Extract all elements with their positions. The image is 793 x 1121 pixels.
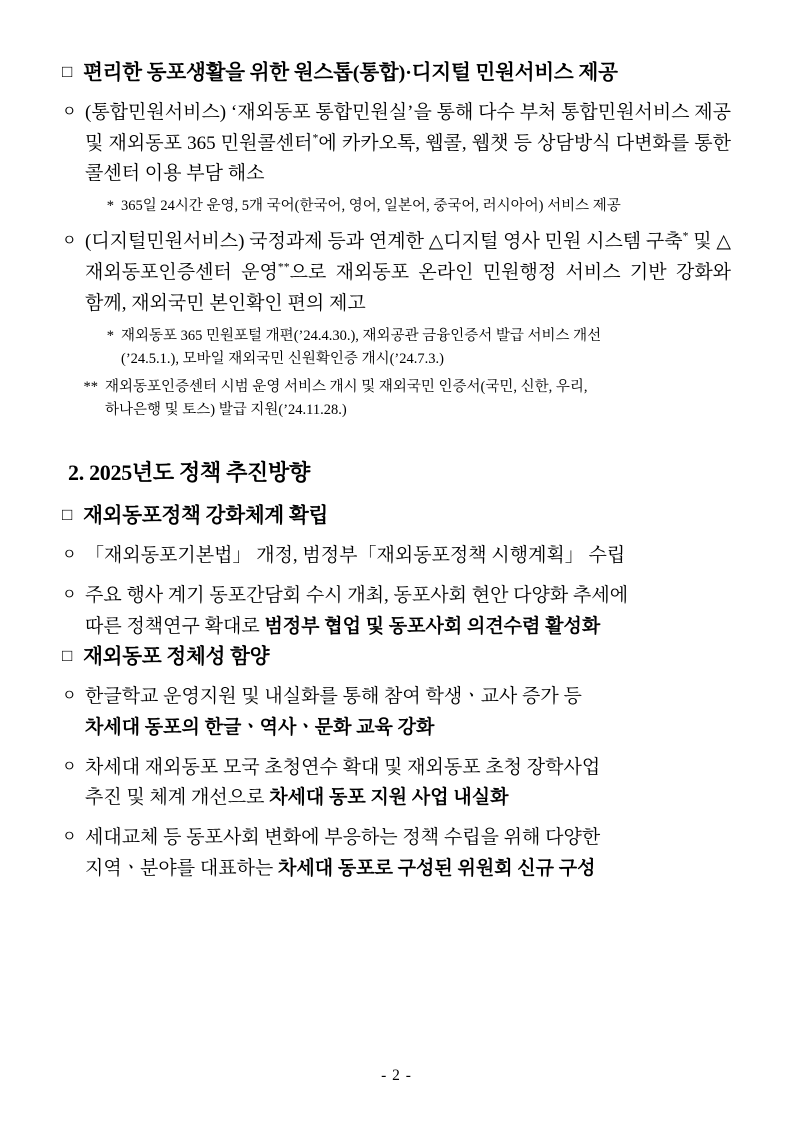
circle-marker-icon: ㅇ [62, 233, 77, 250]
heading-identity-cultivation-text: 재외동포 정체성 함양 [83, 646, 270, 669]
line-2-emphasis: 범정부 협업 및 동포사회 의견수렴 활성화 [264, 615, 601, 637]
note-callcenter-hours-text: 365일 24시간 운영, 5개 국어(한국어, 영어, 일본어, 중국어, 러시아어) 서비스 제공 [121, 198, 621, 215]
bullet-policy-research [62, 581, 731, 643]
bullet-policy-research-body [85, 581, 731, 643]
bullet-basic-law-amendment-body [85, 541, 731, 572]
line-2-emphasis: 차세대 동포 지원 사업 내실화 [269, 787, 509, 809]
square-marker-icon: □ [62, 62, 73, 81]
line-1: (통합민원서비스) ‘재외동포 통합민원실’을 통해 다수 부처 [85, 101, 557, 123]
note-marker-asterisk: * [106, 327, 114, 344]
bullet-korean-school [62, 682, 731, 744]
note-certification-center-text [105, 376, 731, 422]
footnote-mark-asterisk: * [682, 229, 689, 243]
circle-marker-icon: ㅇ [62, 758, 77, 775]
bullet-new-committee-body [85, 823, 731, 885]
square-marker-icon: □ [62, 646, 73, 666]
bullet-new-committee [62, 823, 731, 885]
line-2: 따른 정책연구 확대로 [85, 615, 265, 637]
circle-marker-icon: ㅇ [62, 829, 77, 846]
line-2a: 시스템 구축 [586, 231, 683, 253]
note-marker-double-asterisk: ** [83, 378, 98, 395]
heading-one-stop-service [62, 58, 731, 89]
line-2: 추진 및 체계 개선으로 [85, 787, 270, 809]
heading-identity-cultivation [62, 642, 731, 673]
note-portal-renewal [62, 325, 731, 371]
bullet-basic-law-amendment [62, 541, 731, 572]
line-1: 한글학교 운영지원 및 내실화를 통해 참여 학생ㆍ교사 증가 등 [85, 686, 582, 708]
line-1: 주요 행사 계기 동포간담회 수시 개최, 동포사회 현안 다양화 추세에 [85, 584, 629, 606]
line-2-emphasis: 차세대 동포의 한글ㆍ역사ㆍ문화 교육 강화 [85, 716, 435, 738]
line-1: 재외동포인증센터 시범 운영 서비스 개시 및 재외국민 인증서(국민, 신한, 우리, [105, 378, 588, 395]
line-2b: 및 △재외동포인증센터 운영 [85, 231, 731, 283]
line-3: 웹콜, 웹챗 등 상담방식 다변화를 통한 콜센터 이용 부담 해소 [85, 132, 731, 185]
heading-policy-framework [62, 501, 731, 532]
square-marker-icon: □ [62, 505, 73, 525]
line-2: 하나은행 및 토스) 발급 지원(’24.11.28.) [105, 402, 347, 419]
bullet-integrated-service-body [85, 98, 731, 190]
line-1: 세대교체 등 동포사회 변화에 부응하는 정책 수립을 위해 다양한 [85, 827, 601, 849]
line-2: (’24.5.1.), 모바일 재외국민 신원확인증 개시(’24.7.3.) [121, 350, 444, 367]
line-2-emphasis: 차세대 동포로 구성된 위원회 신규 구성 [278, 857, 596, 879]
note-certification-center [62, 376, 731, 422]
circle-marker-icon: ㅇ [62, 103, 77, 120]
line-1: 차세대 재외동포 모국 초청연수 확대 및 재외동포 초청 장학사업 [85, 756, 601, 778]
bullet-invitation-training-body [85, 753, 731, 815]
note-marker-asterisk: * [106, 198, 114, 215]
circle-marker-icon: ㅇ [62, 547, 77, 564]
note-callcenter-hours [62, 195, 731, 218]
line-2a: 통합민원서비스 제공 및 재외동포 365 민원콜센터 [85, 101, 731, 154]
bullet-invitation-training [62, 753, 731, 815]
section-heading-2025-policy-direction: 2. 2025년도 정책 추진방향 [68, 460, 310, 486]
line-2c: 으로 재외동포 온라인 [289, 262, 474, 283]
circle-marker-icon: ㅇ [62, 688, 77, 705]
bullet-digital-service [62, 227, 731, 319]
line-2: 지역ㆍ분야를 대표하는 [85, 857, 279, 879]
line-1: (디지털민원서비스) 국정과제 등과 연계한 △디지털 영사 민원 [85, 231, 582, 253]
footnote-mark-asterisk: * [312, 131, 319, 145]
note-portal-renewal-text [121, 325, 731, 371]
line-3: 민원행정 서비스 기반 강화와 함께, 재외국민 본인확인 편의 제고 [85, 262, 732, 314]
page-number: - 2 - [381, 1067, 412, 1084]
footnote-mark-double-asterisk: ** [277, 260, 290, 274]
bullet-digital-service-body [85, 227, 731, 319]
line-2b: 에 카카오톡, [318, 132, 421, 154]
heading-policy-framework-text: 재외동포정책 강화체계 확립 [83, 505, 329, 528]
line-1: 재외동포 365 민원포털 개편(’24.4.30.), 재외공관 금융인증서 발급 서비스 개선 [121, 327, 602, 344]
bullet-korean-school-body [85, 682, 731, 744]
circle-marker-icon: ㅇ [62, 586, 77, 603]
bullet-integrated-service [62, 98, 731, 190]
line-1: 「재외동포기본법」 개정, 범정부「재외동포정책 시행계획」 수립 [85, 545, 626, 567]
heading-one-stop-service-text: 편리한 동포생활을 위한 원스톱(통합)·디지털 민원서비스 제공 [83, 62, 618, 84]
